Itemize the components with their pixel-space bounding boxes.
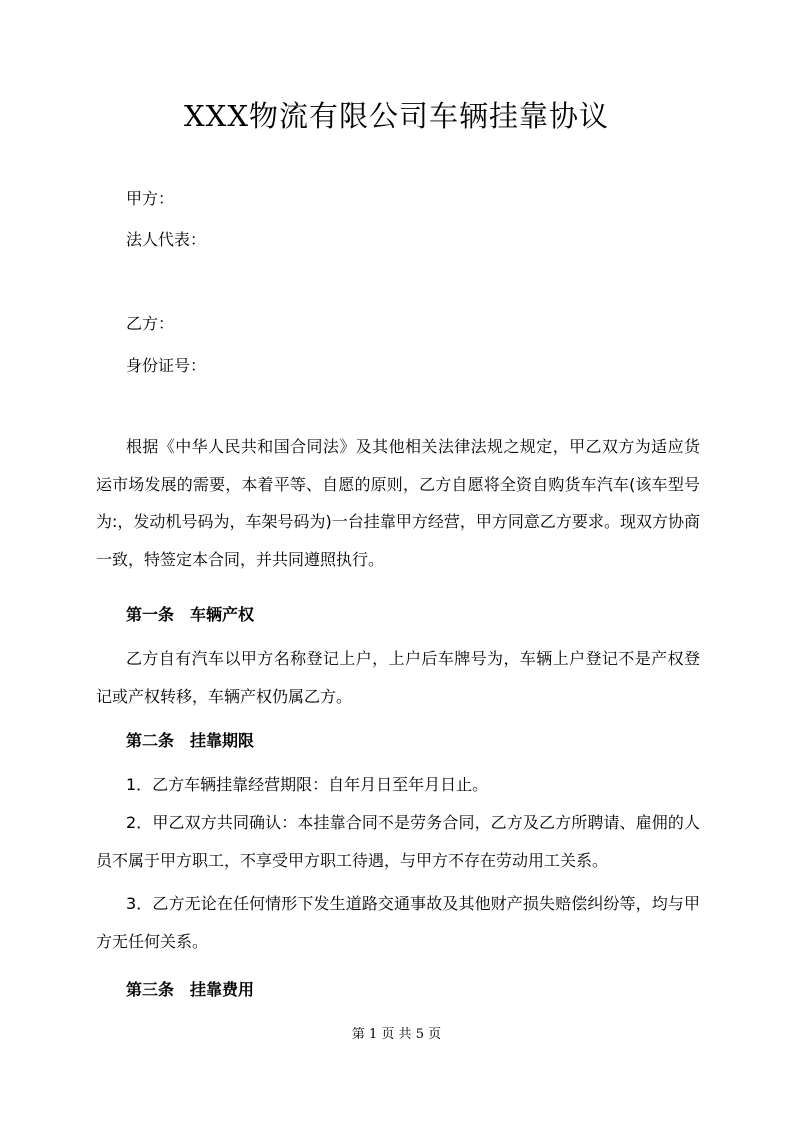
article1-heading: 第一条 车辆产权 — [126, 605, 255, 624]
article3-heading: 第三条 挂靠费用 — [126, 980, 255, 999]
party-a-label: 甲方： — [126, 189, 175, 208]
article2-heading: 第二条 挂靠期限 — [126, 731, 255, 750]
article1-paragraph: 乙方自有汽车以甲方名称登记上户，上户后车牌号为，车辆上户登记不是产权登记或产权转移，车辆产权仍属乙方。 — [96, 649, 700, 706]
page-indicator: 第 1 页 共 5 页 — [351, 1027, 442, 1042]
article2-item-3: 3．乙方无论在任何情形下发生道路交通事故及其他财产损失赔偿纠纷等，均与甲方无任何关系。 — [96, 894, 700, 951]
id-number-label: 身份证号： — [126, 356, 207, 375]
party-b-label: 乙方： — [126, 314, 175, 333]
document-title: XXX物流有限公司车辆挂靠协议 — [184, 99, 609, 133]
intro-paragraph: 根据《中华人民共和国合同法》及其他相关法律法规之规定，甲乙双方为适应货运市场发展的需要，本着平等、自愿的原则，乙方自愿将全资自购货车汽车(该车型号为:，发动机号码为，车架号码为)一台挂靠甲方经营，甲方同意乙方要求。现双方协商一致，特签定本合同，并共同遵照执行。 — [96, 437, 700, 569]
legal-rep-label: 法人代表： — [126, 230, 207, 249]
article2-item-1: 1．乙方车辆挂靠经营期限：自年月日至年月日止。 — [126, 775, 489, 794]
article2-item-2: 2．甲乙双方共同确认：本挂靠合同不是劳务合同，乙方及乙方所聘请、雇佣的人员不属于甲方职工，不享受甲方职工待遇，与甲方不存在劳动用工关系。 — [96, 813, 700, 870]
